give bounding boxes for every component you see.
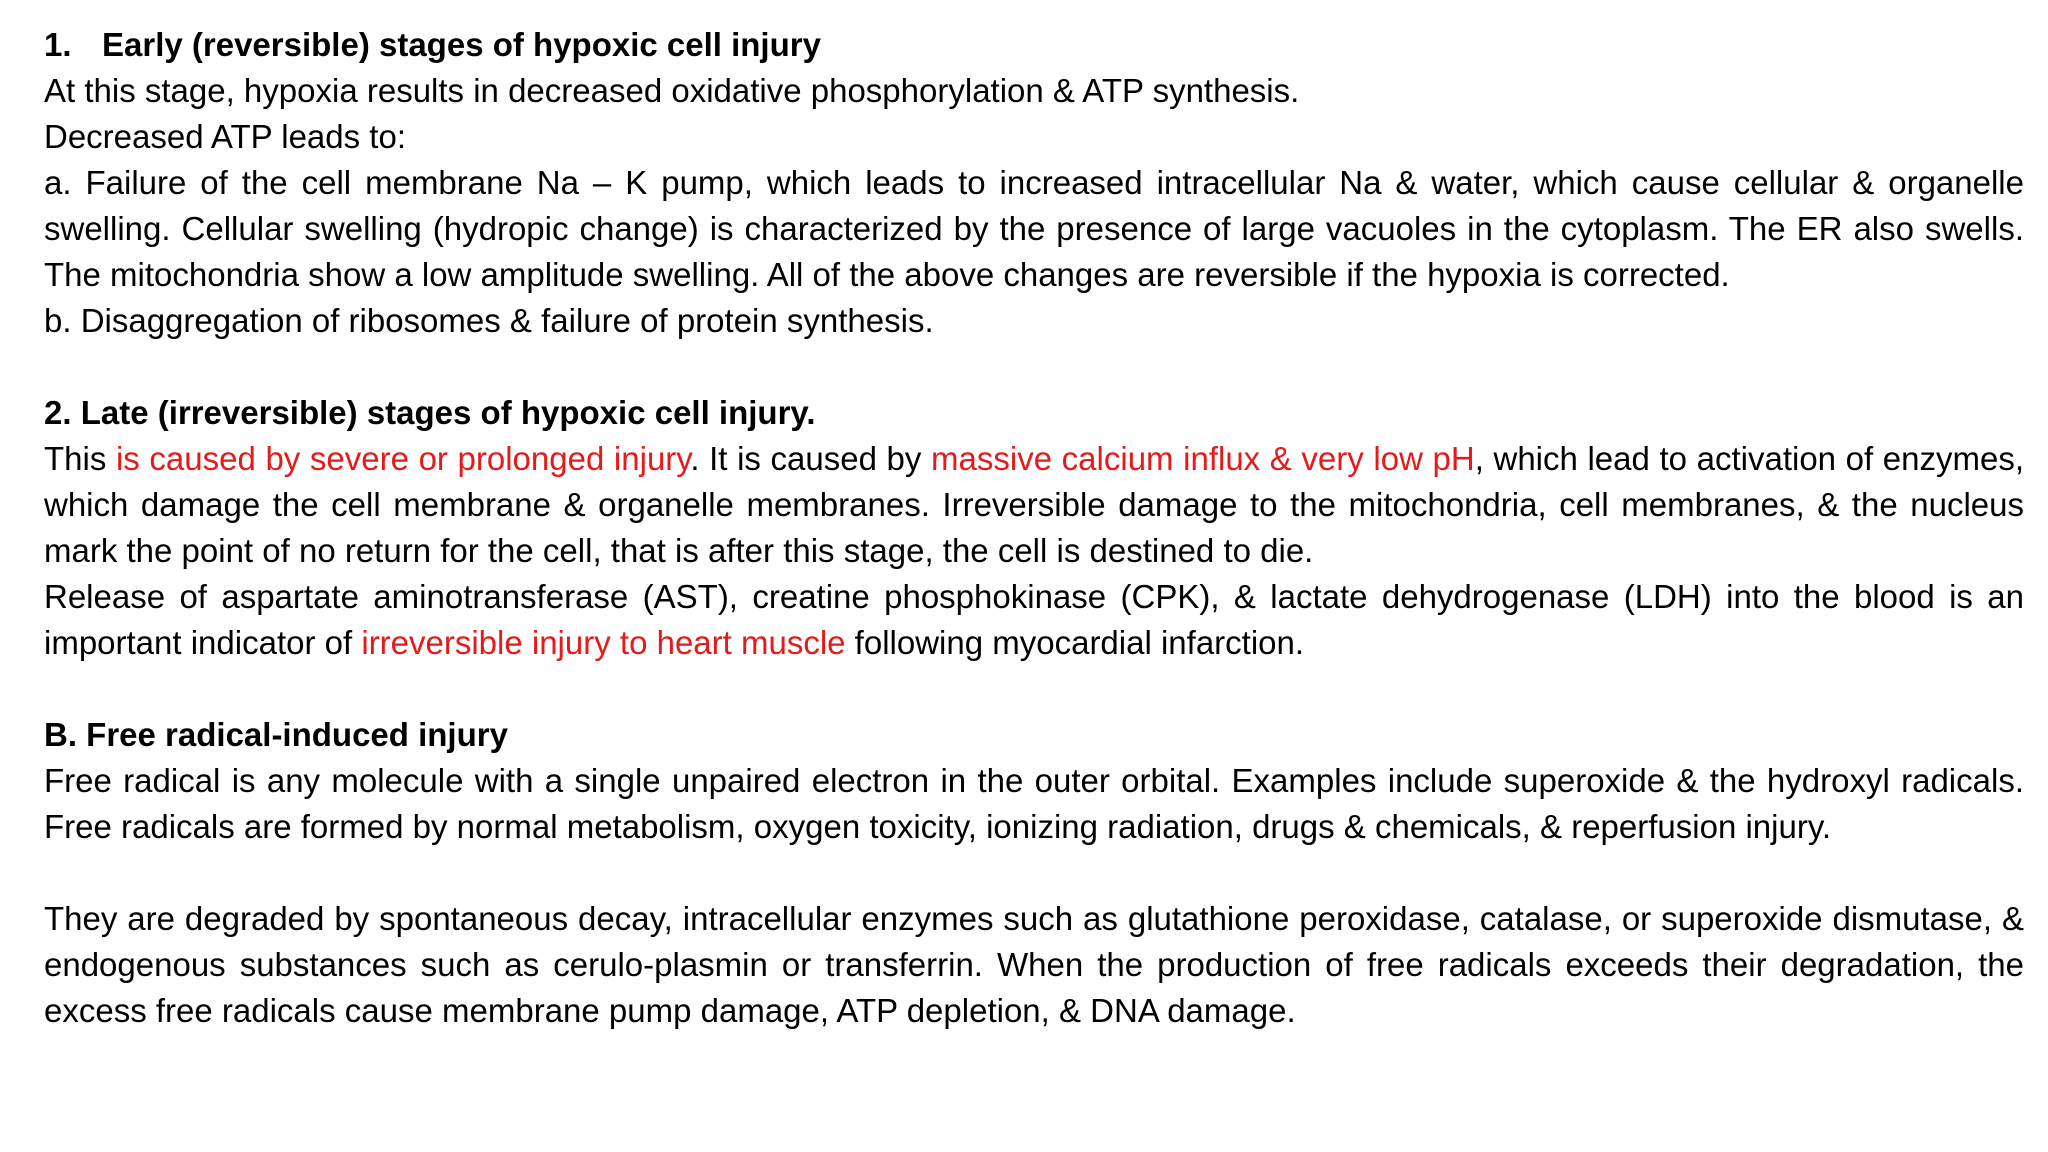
- section-1-number: 1.: [44, 26, 72, 63]
- section-1-lead: Decreased ATP leads to:: [44, 118, 406, 155]
- section-2-paragraph-1: [44, 436, 2024, 574]
- text-run: This: [44, 440, 116, 477]
- highlight-text: irreversible injury to heart muscle: [361, 624, 846, 661]
- text-run: . It is caused by: [690, 440, 932, 477]
- highlight-text: massive calcium influx & very low pH: [931, 440, 1475, 477]
- section-1-heading: [44, 22, 2024, 68]
- document-page: [44, 22, 2024, 1034]
- section-2-heading: 2. Late (irreversible) stages of hypoxic cell injury.: [44, 394, 816, 431]
- spacer: [44, 850, 2024, 896]
- section-b-heading: B. Free radical-induced injury: [44, 716, 508, 753]
- section-b-paragraph-2: They are degraded by spontaneous decay, intracellular enzymes such as glutathione peroxidase, catalase, or superoxide dismutase, & endogenous substances such as cerulo-plasmin or transferrin. When the production of free radicals exceeds their degradation, the excess free radicals cause membrane pump damage, ATP depletion, & DNA damage.: [44, 900, 2024, 1029]
- spacer: [44, 344, 2024, 390]
- section-1-item-a: a. Failure of the cell membrane Na – K pump, which leads to increased intracellular Na & water, which cause cellular & organelle swelling. Cellular swelling (hydropic change) is characterized by the presence of large vacuoles in the cytoplasm. The ER also swells. The mitochondria show a low amplitude swelling. All of the above changes are reversible if the hypoxia is corrected.: [44, 164, 2024, 293]
- text-run: following myocardial infarction.: [845, 624, 1305, 661]
- section-1-title: Early (reversible) stages of hypoxic cell injury: [102, 26, 821, 63]
- spacer: [44, 666, 2024, 712]
- section-b-paragraph-1: Free radical is any molecule with a single unpaired electron in the outer orbital. Examples include superoxide & the hydroxyl radicals. Free radicals are formed by normal metabolism, oxygen toxicity, ionizing radiation, drugs & chemicals, & reperfusion injury.: [44, 762, 2024, 845]
- text-run: , which lead to activation of enzymes, which damage the cell membrane & organelle membranes. Irreversible damage to the mitochondria, cell membranes, & the nucleus mark the point of no return for the cell, that is after this stage, the cell is destined to die.: [44, 440, 2024, 569]
- highlight-text: is caused by severe or prolonged injury: [115, 440, 691, 477]
- section-1-item-b: b. Disaggregation of ribosomes & failure of protein synthesis.: [44, 302, 934, 339]
- text-run: Release of aspartate aminotransferase (AST), creatine phosphokinase (CPK), & lactate dehydrogenase (LDH) into the blood is an important indicator of: [44, 578, 2024, 661]
- section-1-intro: At this stage, hypoxia results in decreased oxidative phosphorylation & ATP synthesis.: [44, 72, 1300, 109]
- section-2-paragraph-2: [44, 574, 2024, 666]
